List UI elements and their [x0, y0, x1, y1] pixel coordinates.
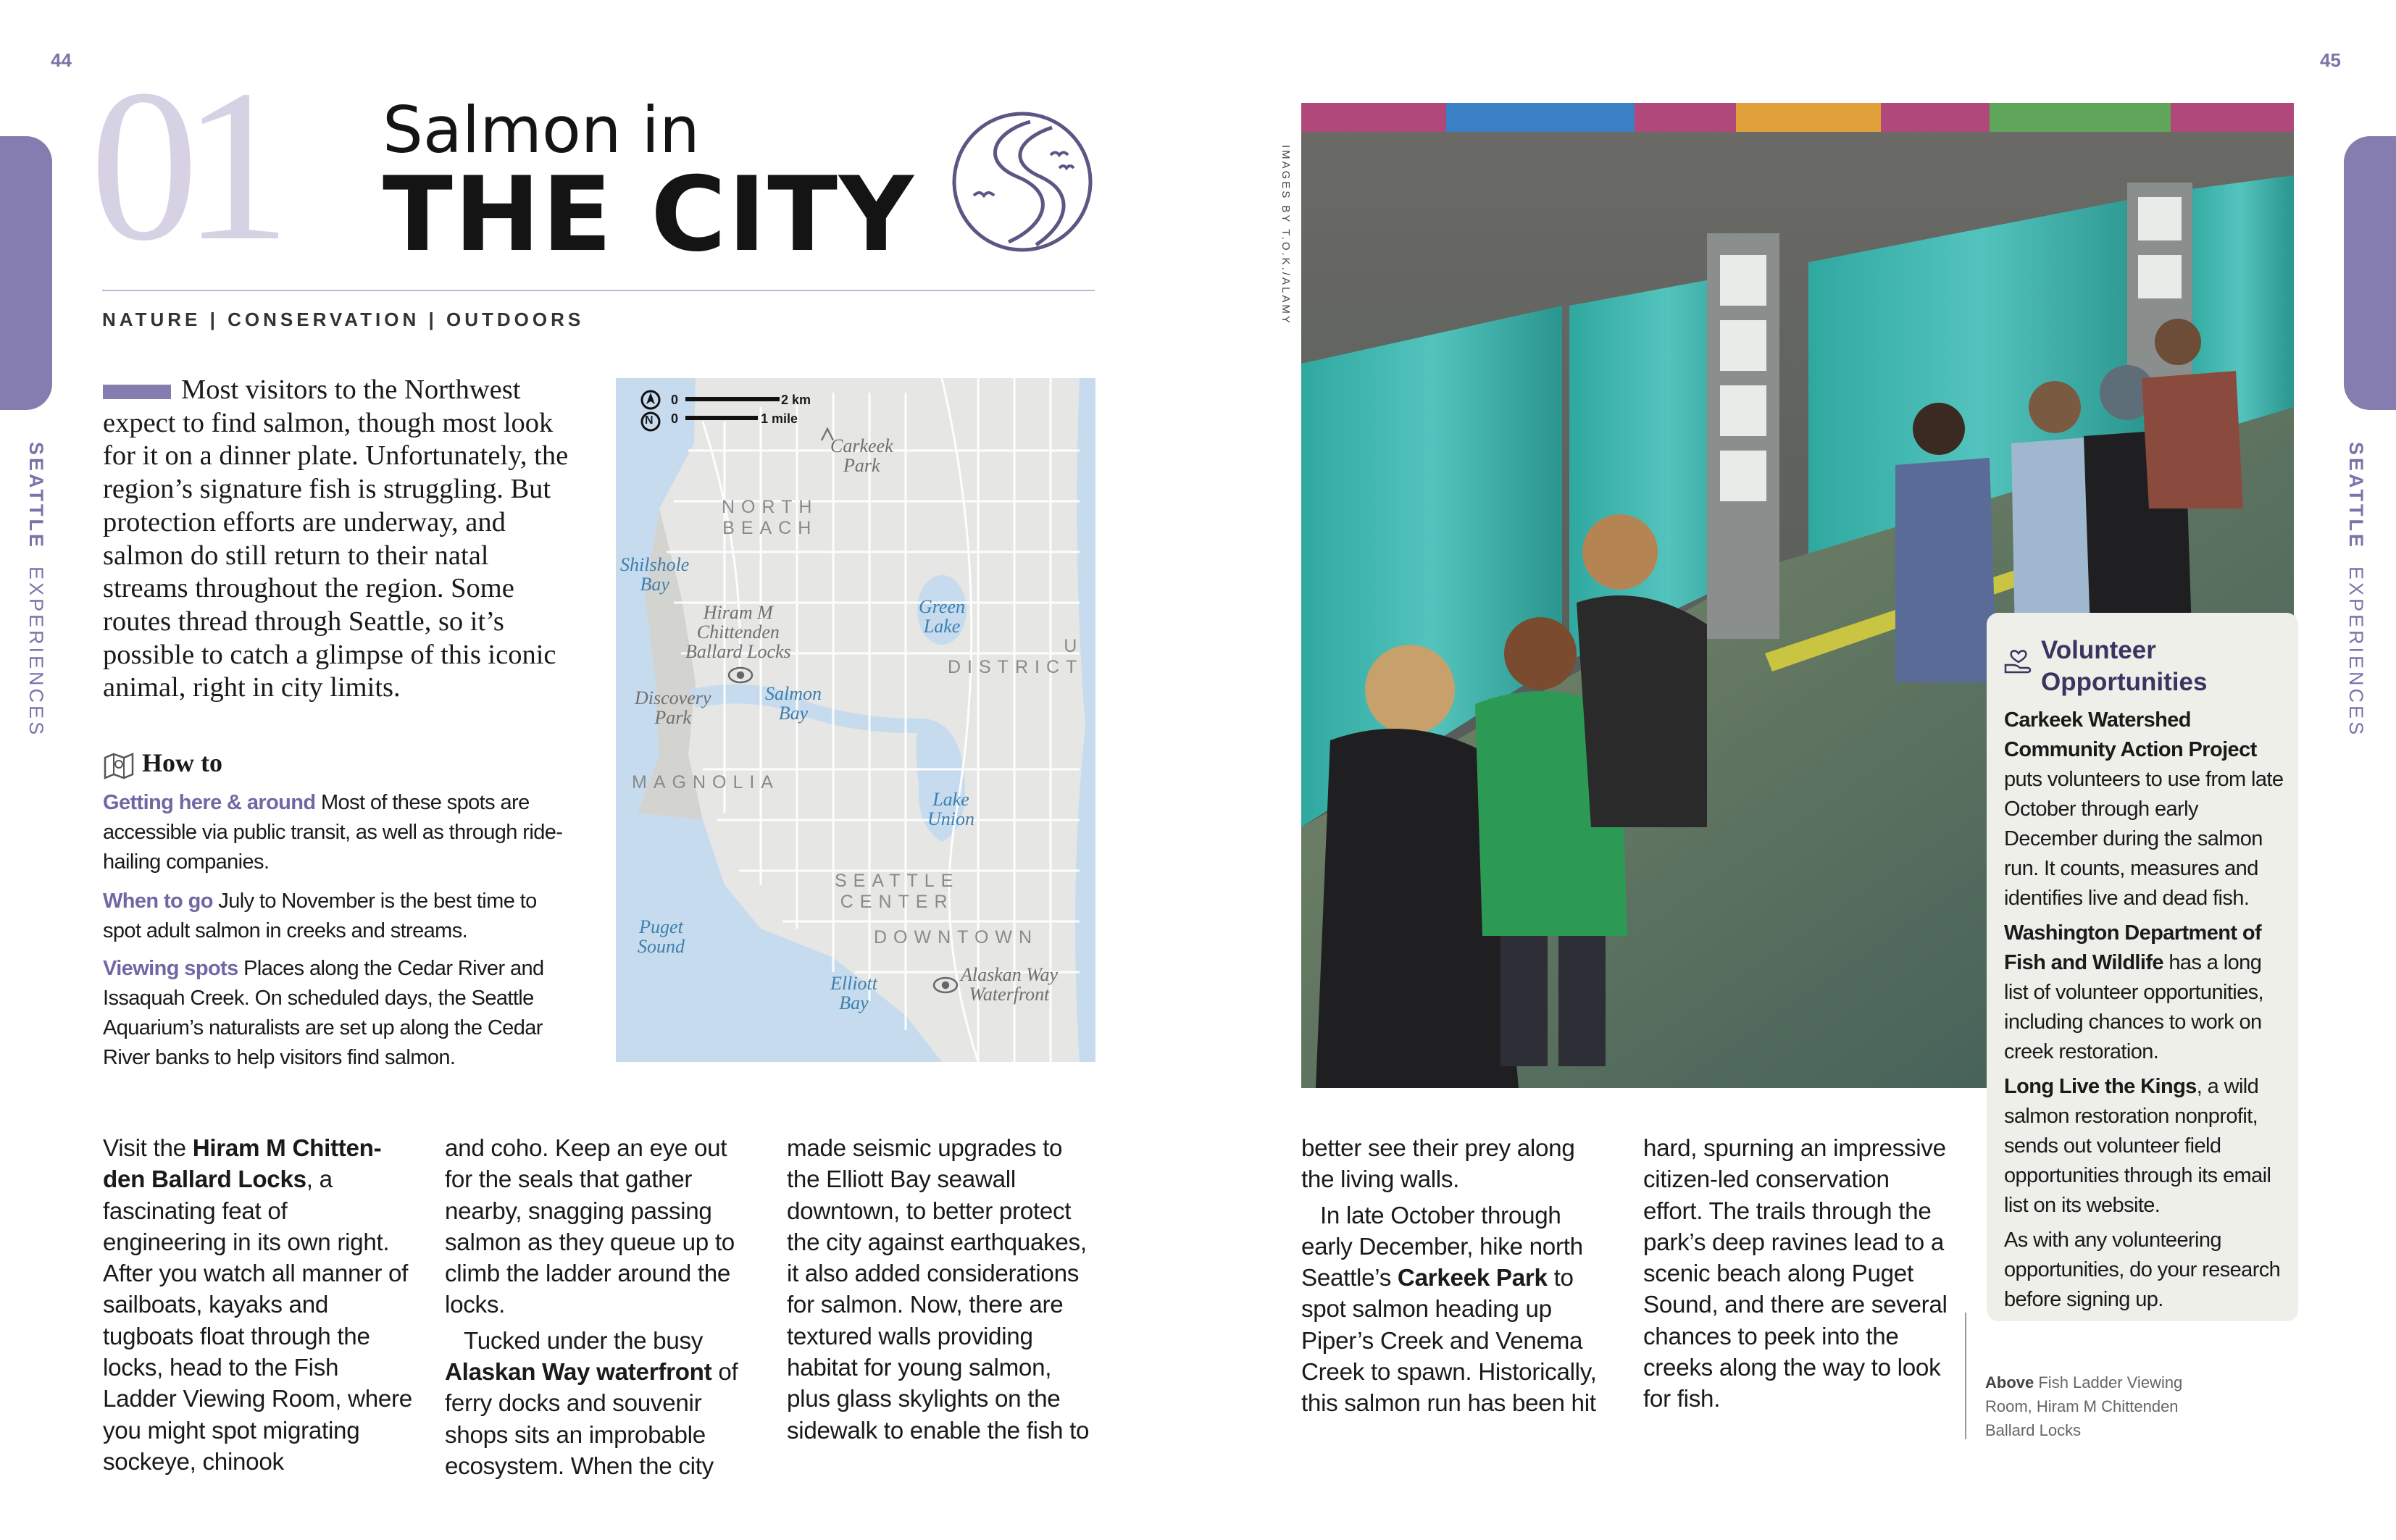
tip-viewing-spots — [103, 954, 574, 1073]
photo-credit: IMAGES BY T.O.K./ALAMY — [1280, 145, 1292, 325]
left-section-tab — [0, 136, 52, 410]
hiram-locks-name: Hiram M Chitten-den Ballard Locks — [103, 1135, 382, 1194]
chapter-number: 01 — [90, 45, 275, 285]
map-icon — [103, 750, 135, 779]
volunteer-item-name: Carkeek Watershed Community Action Project — [2004, 708, 2257, 761]
right-side-label — [2345, 442, 2367, 737]
north-arrow: N — [645, 414, 654, 427]
title-rule — [102, 290, 1095, 291]
map-label-ballard-locks: Hiram M Chittenden Ballard Locks — [685, 602, 791, 662]
caption-rule — [1965, 1313, 1966, 1439]
tip-text: July to November is the best time to spot adult salmon in creeks and streams. — [103, 890, 537, 942]
volunteer-item-name: Washington Department of Fish and Wildlife — [2004, 921, 2262, 974]
body-column-2 — [445, 1133, 756, 1482]
volunteer-item — [2004, 1072, 2287, 1221]
body-column-5 — [1643, 1133, 1955, 1415]
title-line-1: Salmon in — [383, 93, 700, 167]
volunteer-list — [2004, 706, 2287, 1320]
map-label-salmon-bay: Salmon Bay — [765, 683, 822, 724]
map-label-lake-union: Lake Union — [927, 789, 974, 829]
caption-label: Above — [1985, 1373, 2034, 1392]
col1-text-b: , a fascinating feat of engineering in its own right. After you watch all manner of sailboats, kayaks and tugboats float through the locks, head to the Fish Ladder Viewing Room, where you might spot migrating sockeye, chinook — [103, 1166, 412, 1476]
tip-key: Viewing spots — [103, 957, 238, 980]
col2-text-b: of ferry docks and souvenir shops sits an improbable ecosystem. When the city — [445, 1359, 738, 1480]
map-label-elliott-bay: Elliott Bay — [830, 973, 877, 1013]
col4-para-1: better see their prey along the living walls. — [1301, 1135, 1575, 1194]
tip-when-to-go — [103, 887, 574, 946]
caption-text: Fish Ladder Viewing Room, Hiram M Chittenden Ballard Locks — [1985, 1373, 2183, 1439]
tip-text: Places along the Cedar River and Issaquah Creek. On scheduled days, the Seattle Aquarium’s naturalists are set up along the Cedar River banks to help visitors find salmon. — [103, 957, 544, 1069]
map-label-seattle-center: SEATTLE CENTER — [835, 871, 960, 912]
scale-km: 2 km — [781, 393, 811, 407]
carkeek-park-name: Carkeek Park — [1397, 1265, 1548, 1292]
river-icon — [951, 110, 1094, 254]
map-label-north-beach: NORTH BEACH — [722, 497, 819, 538]
body-column-4 — [1301, 1133, 1606, 1420]
map-label-magnolia: MAGNOLIA — [632, 772, 780, 792]
category-tags: NATURE | CONSERVATION | OUTDOORS — [102, 309, 585, 330]
map-label-alaskan-way: Alaskan Way Waterfront — [961, 964, 1059, 1005]
col5-para: hard, spurning an impressive citizen-led conservation effort. The trails through the park’s deep ravines lead to a scenic beach along Puget Sound, and there are several chances to peek into the creeks along the way to look for fish. — [1643, 1135, 1948, 1413]
hands-heart-icon — [2003, 645, 2034, 677]
scale-mi: 1 mile — [761, 411, 798, 426]
volunteer-item — [2004, 918, 2287, 1067]
col3-para: made seismic upgrades to the Elliott Bay seawall downtown, to better protect the city against earthquakes, it also added considerations for salmon. Now, there are textured walls providing habitat for young salmon, plus glass skylights on the sidewalk to enable the fish to — [787, 1135, 1090, 1444]
side-label-city: SEATTLE — [2345, 442, 2367, 550]
volunteer-item-text: As with any volunteering opportunities, do your research before signing up. — [2004, 1229, 2281, 1311]
how-to-heading: How to — [142, 748, 222, 777]
body-column-3 — [787, 1133, 1098, 1447]
tip-key: When to go — [103, 890, 213, 913]
volunteer-title-line-2: Opportunities — [2041, 668, 2208, 696]
col4-text-a: In late October through early December, hike north Seattle’s — [1301, 1202, 1583, 1292]
col2-para-1: and coho. Keep an eye out for the seals that gather nearby, snagging passing salmon as they queue up to climb the ladder around the locks. — [445, 1135, 735, 1319]
map-label-carkeek: Carkeek Park — [830, 435, 893, 476]
map-label-downtown: DOWNTOWN — [874, 927, 1039, 947]
col4-text-b: to spot salmon heading up Piper’s Creek and Venema Creek to spawn. Historically, this salmon run has been hit — [1301, 1265, 1597, 1418]
alaskan-way-name: Alaskan Way waterfront — [445, 1359, 712, 1386]
volunteer-title — [2041, 635, 2207, 698]
map-label-shilshole: Shilshole Bay — [620, 554, 690, 595]
seattle-map — [616, 378, 1095, 1062]
col1-text-a: Visit the — [103, 1135, 193, 1162]
volunteer-item-text: puts volunteers to use from late October through early December during the salmon run. It counts, measures and identifies live and dead fish. — [2004, 768, 2284, 910]
volunteer-item-text: has a long list of volunteer opportunities, including chances to work on creek restoration. — [2004, 951, 2264, 1063]
scale-zero-mi: 0 — [671, 411, 679, 426]
body-column-1 — [103, 1133, 414, 1478]
tip-getting-here — [103, 788, 574, 877]
volunteer-item-text: , a wild salmon restoration nonprofit, sends out volunteer field opportunities through its email list on its website. — [2004, 1075, 2271, 1217]
map-label-green-lake: Green Lake — [919, 596, 966, 637]
map-label-puget-sound: Puget Sound — [638, 916, 685, 957]
right-section-tab — [2344, 136, 2396, 410]
page-number-left: 44 — [51, 49, 72, 71]
lead-marker — [103, 385, 171, 399]
side-label-section: EXPERIENCES — [2345, 566, 2367, 738]
col2-text-a: Tucked under the busy — [464, 1327, 704, 1355]
map-label-u-district: U DISTRICT — [948, 636, 1084, 677]
side-label-section: EXPERIENCES — [25, 566, 47, 738]
volunteer-item-name: Long Live the Kings — [2004, 1075, 2197, 1098]
tip-key: Getting here & around — [103, 791, 316, 814]
title-line-2: THE CITY — [383, 155, 915, 275]
map-label-discovery: Discovery Park — [635, 687, 711, 728]
tip-text: Most of these spots are accessible via public transit, as well as through ride-hailing companies. — [103, 791, 563, 874]
photo-caption — [1985, 1370, 2224, 1442]
side-label-city: SEATTLE — [25, 442, 47, 550]
scale-zero-km: 0 — [671, 393, 679, 407]
volunteer-item — [2004, 1226, 2287, 1315]
volunteer-item — [2004, 706, 2287, 913]
page-number-right: 45 — [2320, 49, 2341, 71]
volunteer-title-line-1: Volunteer — [2041, 636, 2156, 664]
left-side-label — [25, 442, 47, 737]
lead-text: Most visitors to the Northwest expect to find salmon, though most look for it on a dinner plate. Unfortunately, the region’s signature fish is struggling. But protection efforts are underway, and salmon do still return to their natal streams throughout the region. Some routes thread through Seattle, so it’s possible to catch a glimpse of this iconic animal, right in city limits. — [103, 374, 569, 703]
lead-paragraph — [103, 374, 574, 705]
